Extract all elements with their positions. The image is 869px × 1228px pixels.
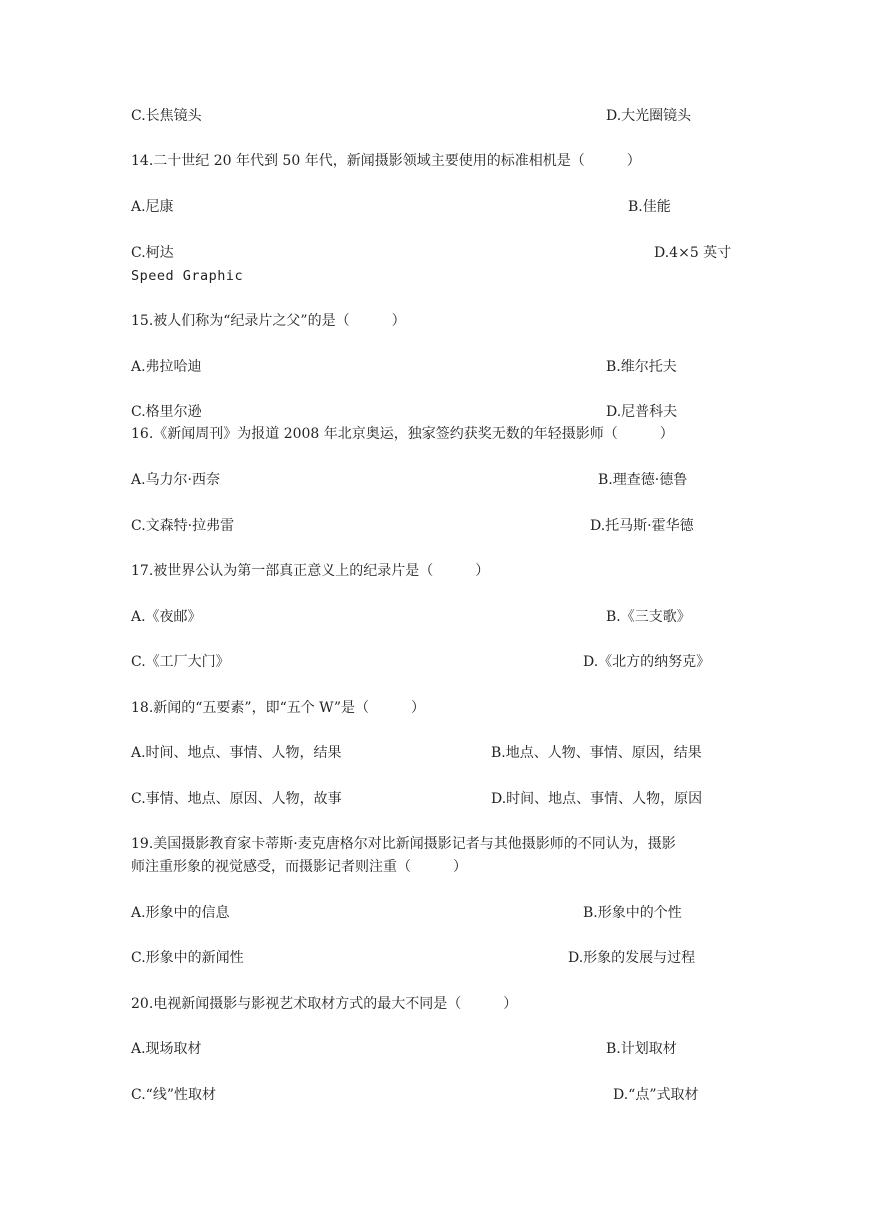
q19-stem-line2: 师注重形象的视觉感受，而摄影记者则注重（ ） xyxy=(131,859,467,875)
q18-stem: 18.新闻的“五要素”，即“五个 W”是（ ） xyxy=(131,700,425,716)
q20-option-b: B.计划取材 xyxy=(606,1041,677,1057)
q15-stem: 15.被人们称为“纪录片之父”的是（ ） xyxy=(131,313,406,329)
q15-option-d: D.尼普科夫 xyxy=(606,404,678,420)
q20-option-d: D.“点”式取材 xyxy=(613,1087,699,1103)
q17-option-c: C.《工厂大门》 xyxy=(131,654,230,670)
q14-option-d-continuation: Speed Graphic xyxy=(131,268,244,284)
q13-option-c: C.长焦镜头 xyxy=(131,108,202,124)
q20-option-c: C.“线”性取材 xyxy=(131,1087,216,1103)
q17-stem: 17.被世界公认为第一部真正意义上的纪录片是（ ） xyxy=(131,563,490,579)
q14-option-d: D.4×5 英寸 xyxy=(654,245,732,261)
q18-option-d: D.时间、地点、事情、人物，原因 xyxy=(491,791,703,807)
q16-option-c: C.文森特·拉弗雷 xyxy=(131,518,235,534)
q14-option-b: B.佳能 xyxy=(628,199,671,215)
q17-option-a: A.《夜邮》 xyxy=(131,609,202,625)
q19-option-d: D.形象的发展与过程 xyxy=(568,950,696,966)
q18-option-c: C.事情、地点、原因、人物，故事 xyxy=(131,791,342,807)
q14-option-c: C.柯达 xyxy=(131,245,174,261)
q16-option-a: A.乌力尔·西奈 xyxy=(131,472,221,488)
q20-option-a: A.现场取材 xyxy=(131,1041,202,1057)
q14-stem: 14.二十世纪 20 年代到 50 年代，新闻摄影领域主要使用的标准相机是（ ） xyxy=(131,153,641,169)
q17-option-d: D.《北方的纳努克》 xyxy=(583,654,711,670)
q13-option-d: D.大光圈镜头 xyxy=(606,108,692,124)
q19-option-c: C.形象中的新闻性 xyxy=(131,950,244,966)
q16-option-d: D.托马斯·霍华德 xyxy=(590,518,694,534)
q19-option-b: B.形象中的个性 xyxy=(583,905,682,921)
q16-option-b: B.理查德·德鲁 xyxy=(598,472,688,488)
q18-option-b: B.地点、人物、事情、原因，结果 xyxy=(491,745,702,761)
q15-option-b: B.维尔托夫 xyxy=(606,359,677,375)
q14-option-a: A.尼康 xyxy=(131,199,174,215)
q15-option-a: A.弗拉哈迪 xyxy=(131,359,202,375)
q19-option-a: A.形象中的信息 xyxy=(131,905,230,921)
q18-option-a: A.时间、地点、事情、人物，结果 xyxy=(131,745,342,761)
q17-option-b: B.《三支歌》 xyxy=(606,609,691,625)
q15-option-c: C.格里尔逊 xyxy=(131,404,202,420)
q19-stem: 19.美国摄影教育家卡蒂斯·麦克唐格尔对比新闻摄影记者与其他摄影师的不同认为，摄影 xyxy=(131,836,676,852)
q20-stem: 20.电视新闻摄影与影视艺术取材方式的最大不同是（ ） xyxy=(131,996,518,1012)
q16-stem: 16.《新闻周刊》为报道 2008 年北京奥运，独家签约获奖无数的年轻摄影师（ ） xyxy=(131,426,674,442)
